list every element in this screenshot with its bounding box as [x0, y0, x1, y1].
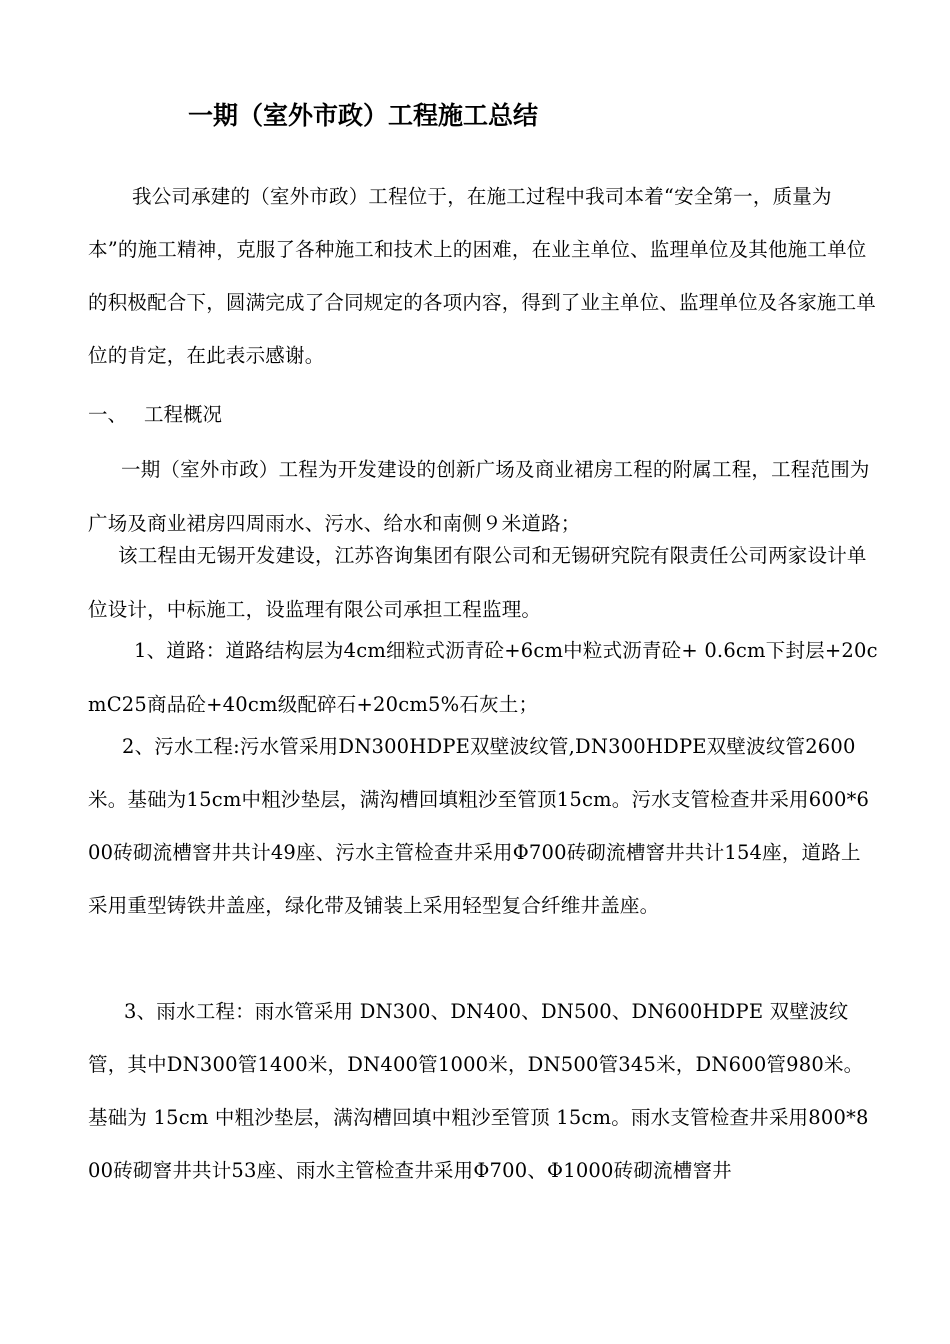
overview-paragraph-parties: 该工程由无锡开发建设，江苏咨询集团有限公司和无锡研究院有限责任公司两家设计单位设计，中标施工，设监理有限公司承担工程监理。: [88, 544, 867, 621]
item-sewage-paragraph: 2、污水工程:污水管采用DN300HDPE双壁波纹管,DN300HDPE双壁波纹管2600米。基础为15cm中粗沙垫层，满沟槽回填粗沙至管顶15cm。污水支管检查井采用600*600砖砌流槽窨井共计49座、污水主管检查井采用Φ700砖砌流槽窨井共计154座，道路上采用重型铸铁井盖座，绿化带及铺装上采用轻型复合纤维井盖座。: [88, 735, 870, 917]
item-rain-paragraph: 3、雨水工程：雨水管采用 DN300、DN400、DN500、DN600HDPE 双壁波纹管，其中DN300管1400米，DN400管1000米，DN500管345米，DN600管980米。基础为 15cm 中粗沙垫层，满沟槽回填中粗沙至管顶 15cm。雨水支管检查井采用800*800砖砌窨井共计53座、雨水主管检查井采用Φ700、Φ1000砖砌流槽窨井: [88, 1000, 869, 1182]
intro-paragraph: 我公司承建的（室外市政）工程位于，在施工过程中我司本着“安全第一，质量为本”的施工精神，克服了各种施工和技术上的困难，在业主单位、监理单位及其他施工单位的积极配合下，圆满完成了合同规定的各项内容，得到了业主单位、监理单位及各家施工单位的肯定，在此表示感谢。: [88, 185, 877, 367]
document-title: 一期（室外市政）工程施工总结: [188, 101, 539, 130]
overview-paragraph-scope: 一期（室外市政）工程为开发建设的创新广场及商业裙房工程的附属工程，工程范围为广场及商业裙房四周雨水、污水、给水和南侧９米道路；: [88, 458, 870, 535]
section-number: 一、: [88, 403, 128, 426]
section-title: 工程概况: [144, 403, 223, 426]
item-road-paragraph: 1、道路：道路结构层为4cm细粒式沥青砼+6cm中粒式沥青砼+ 0.6cm下封层+20cmC25商品砼+40cm级配碎石+20cm5%石灰土；: [88, 639, 878, 716]
section-heading-overview: [88, 395, 222, 435]
